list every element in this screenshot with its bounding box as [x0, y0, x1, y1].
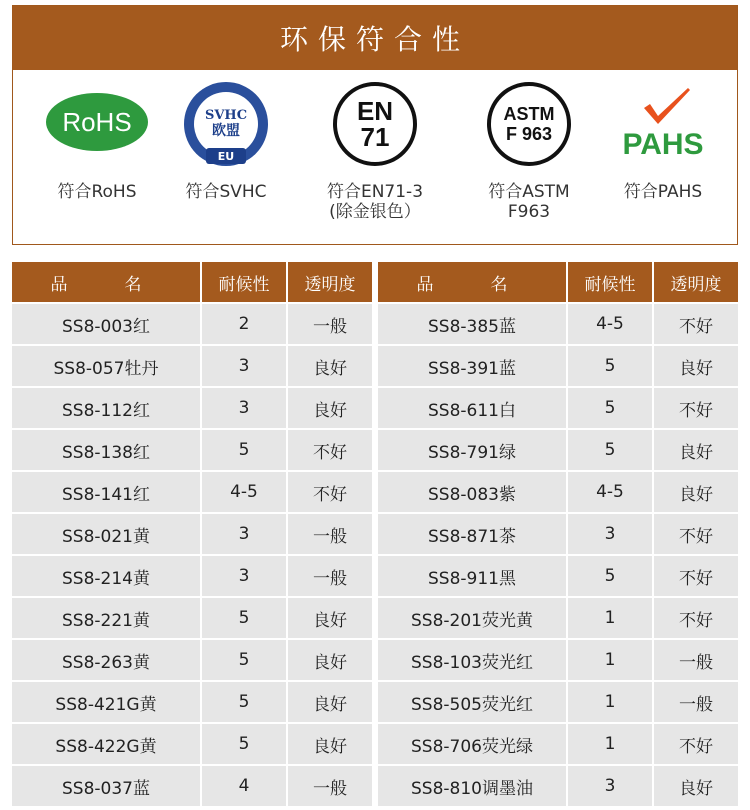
- table-row: [12, 388, 372, 428]
- compliance-panel: [12, 5, 738, 245]
- table-row: [378, 598, 738, 638]
- badge-rohs: [27, 70, 167, 202]
- badge-caption: 符合PAHS: [623, 182, 703, 202]
- cell-weather: 1: [568, 598, 652, 638]
- col-header-weather: 耐候性: [202, 262, 286, 302]
- cell-name: SS8-911黑: [378, 556, 566, 596]
- table-row: [378, 514, 738, 554]
- cell-transparency: 一般: [288, 766, 372, 806]
- table-header-row: [378, 262, 738, 302]
- badge-caption-note: (除金银色）: [329, 202, 421, 222]
- table-row: [12, 472, 372, 512]
- cell-weather: 3: [202, 514, 286, 554]
- cell-name: SS8-103荧光红: [378, 640, 566, 680]
- cell-transparency: 良好: [654, 766, 738, 806]
- cell-transparency: 良好: [288, 640, 372, 680]
- cell-transparency: 不好: [654, 598, 738, 638]
- cell-weather: 3: [568, 766, 652, 806]
- svhc-logo-icon: SVHC 欧盟 EU: [184, 82, 268, 166]
- cell-name: SS8-391蓝: [378, 346, 566, 386]
- rohs-logo-icon: RoHS: [46, 93, 148, 151]
- cell-weather: 1: [568, 724, 652, 764]
- cell-transparency: 良好: [288, 388, 372, 428]
- en71-logo-icon: EN 71: [333, 82, 417, 166]
- cell-name: SS8-706荧光绿: [378, 724, 566, 764]
- cell-transparency: 不好: [288, 430, 372, 470]
- badge-caption: 符合ASTM: [488, 182, 570, 202]
- table-row: [12, 682, 372, 722]
- table-row: [12, 430, 372, 470]
- panel-title: 环保符合性: [13, 6, 737, 70]
- table-row: [12, 304, 372, 344]
- table-row: [12, 598, 372, 638]
- cell-transparency: 良好: [654, 430, 738, 470]
- table-body: [378, 304, 738, 806]
- cell-transparency: 一般: [288, 514, 372, 554]
- badge-caption: 符合RoHS: [57, 182, 137, 202]
- cell-weather: 4-5: [568, 472, 652, 512]
- cell-name: SS8-083紫: [378, 472, 566, 512]
- cell-weather: 5: [202, 724, 286, 764]
- badge-pahs: [593, 70, 733, 202]
- badge-en71: [305, 70, 445, 222]
- badge-caption-note: F963: [507, 202, 551, 222]
- col-header-name: 品 名: [378, 262, 566, 302]
- cell-name: SS8-201荧光黄: [378, 598, 566, 638]
- cell-name: SS8-037蓝: [12, 766, 200, 806]
- table-row: [12, 346, 372, 386]
- badge-svhc: [156, 70, 296, 202]
- cell-weather: 5: [202, 430, 286, 470]
- cell-weather: 5: [568, 430, 652, 470]
- cell-weather: 5: [202, 640, 286, 680]
- table-row: [378, 388, 738, 428]
- cell-name: SS8-791绿: [378, 430, 566, 470]
- cell-weather: 4-5: [202, 472, 286, 512]
- cell-name: SS8-141红: [12, 472, 200, 512]
- cell-weather: 5: [568, 388, 652, 428]
- cell-weather: 3: [202, 388, 286, 428]
- cell-transparency: 一般: [654, 682, 738, 722]
- cell-name: SS8-263黄: [12, 640, 200, 680]
- table-row: [378, 724, 738, 764]
- table-row: [12, 556, 372, 596]
- cell-weather: 3: [202, 346, 286, 386]
- cell-transparency: 良好: [654, 346, 738, 386]
- table-row: [12, 766, 372, 806]
- cell-transparency: 不好: [654, 724, 738, 764]
- badge-caption: 符合EN71-3: [326, 182, 424, 202]
- cell-transparency: 一般: [288, 304, 372, 344]
- cell-weather: 5: [202, 598, 286, 638]
- cell-transparency: 不好: [288, 472, 372, 512]
- badge-astm: [459, 70, 599, 222]
- table-header-row: [12, 262, 372, 302]
- table-row: [12, 640, 372, 680]
- cell-weather: 4: [202, 766, 286, 806]
- astm-logo-icon: ASTM F 963: [487, 82, 571, 166]
- cell-weather: 3: [568, 514, 652, 554]
- cell-name: SS8-871茶: [378, 514, 566, 554]
- table-row: [378, 682, 738, 722]
- col-header-weather: 耐候性: [568, 262, 652, 302]
- table-row: [378, 472, 738, 512]
- cell-weather: 4-5: [568, 304, 652, 344]
- cell-transparency: 良好: [288, 682, 372, 722]
- badge-row: [13, 70, 737, 244]
- table-row: [378, 346, 738, 386]
- cell-weather: 3: [202, 556, 286, 596]
- badge-caption: 符合SVHC: [185, 182, 267, 202]
- col-header-name: 品 名: [12, 262, 200, 302]
- cell-name: SS8-611白: [378, 388, 566, 428]
- cell-weather: 5: [202, 682, 286, 722]
- cell-name: SS8-138红: [12, 430, 200, 470]
- table-row: [378, 640, 738, 680]
- product-table-left: [10, 260, 374, 808]
- cell-name: SS8-221黄: [12, 598, 200, 638]
- cell-name: SS8-021黄: [12, 514, 200, 554]
- cell-transparency: 良好: [654, 472, 738, 512]
- checkmark-icon: [638, 86, 694, 132]
- table-body: [12, 304, 372, 806]
- table-row: [12, 514, 372, 554]
- cell-transparency: 不好: [654, 388, 738, 428]
- cell-weather: 5: [568, 556, 652, 596]
- table-row: [378, 556, 738, 596]
- cell-name: SS8-810调墨油: [378, 766, 566, 806]
- table-row: [12, 724, 372, 764]
- cell-weather: 1: [568, 682, 652, 722]
- table-row: [378, 304, 738, 344]
- cell-name: SS8-505荧光红: [378, 682, 566, 722]
- pahs-logo-icon: PAHS: [608, 86, 718, 166]
- cell-transparency: 不好: [654, 514, 738, 554]
- table-row: [378, 430, 738, 470]
- cell-transparency: 良好: [288, 346, 372, 386]
- cell-transparency: 良好: [288, 598, 372, 638]
- cell-name: SS8-421G黄: [12, 682, 200, 722]
- col-header-transparency: 透明度: [654, 262, 738, 302]
- cell-transparency: 一般: [288, 556, 372, 596]
- cell-weather: 2: [202, 304, 286, 344]
- cell-weather: 5: [568, 346, 652, 386]
- cell-name: SS8-214黄: [12, 556, 200, 596]
- cell-transparency: 良好: [288, 724, 372, 764]
- cell-transparency: 不好: [654, 304, 738, 344]
- col-header-transparency: 透明度: [288, 262, 372, 302]
- cell-transparency: 不好: [654, 556, 738, 596]
- product-table-right: [376, 260, 740, 808]
- cell-name: SS8-003红: [12, 304, 200, 344]
- cell-transparency: 一般: [654, 640, 738, 680]
- cell-name: SS8-057牡丹: [12, 346, 200, 386]
- table-row: [378, 766, 738, 806]
- cell-weather: 1: [568, 640, 652, 680]
- cell-name: SS8-422G黄: [12, 724, 200, 764]
- cell-name: SS8-112红: [12, 388, 200, 428]
- cell-name: SS8-385蓝: [378, 304, 566, 344]
